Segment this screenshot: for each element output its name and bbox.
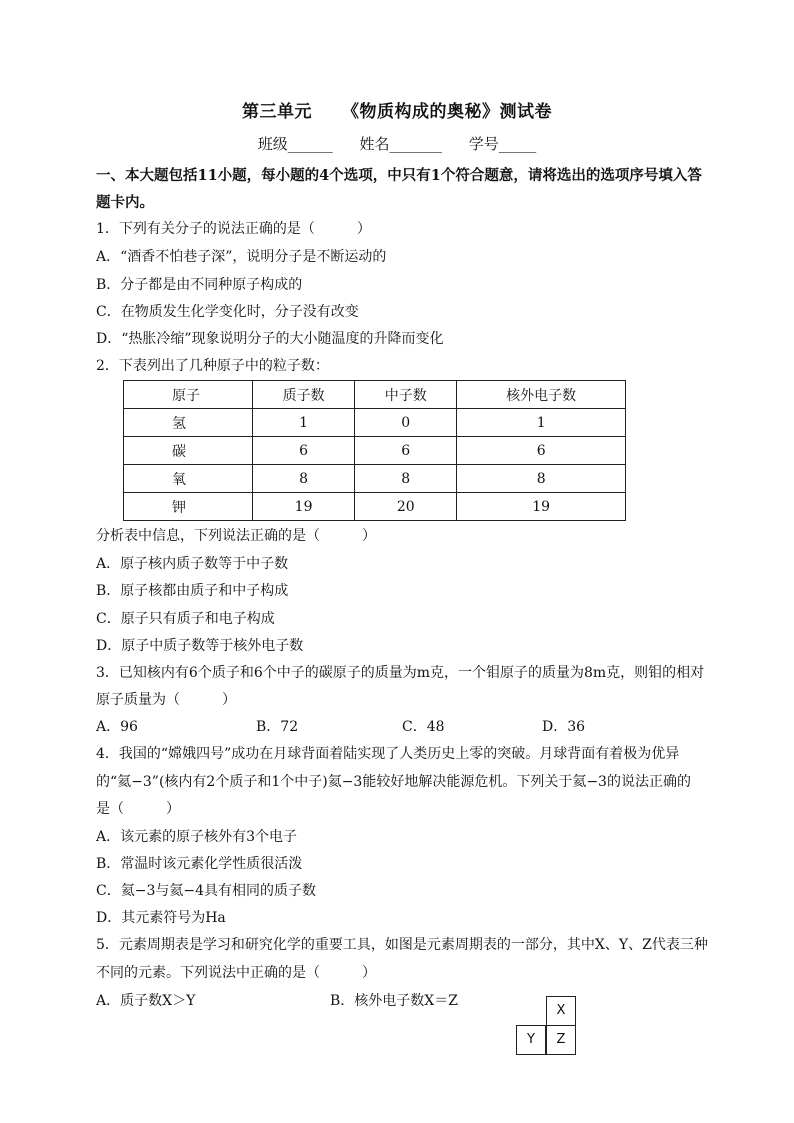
table-cell: 8 (253, 465, 355, 493)
q3-options (96, 716, 696, 736)
q3-line-2: 原子质量为（ ） (96, 692, 236, 708)
q4-option-d: D．其元素符号为Ha (96, 910, 226, 926)
table-header: 核外电子数 (457, 381, 626, 409)
table-header: 质子数 (253, 381, 355, 409)
q2-option-a: A．原子核内质子数等于中子数 (96, 556, 289, 572)
periodic-table-fragment (516, 996, 578, 1056)
q1-option-d: D．“热胀冷缩”现象说明分子的大小随温度的升降而变化 (96, 331, 444, 347)
q2-stem: 2．下表列出了几种原子中的粒子数： (96, 358, 329, 374)
table-cell: 钾 (124, 493, 253, 521)
q1-option-a: A．“酒香不怕巷子深”，说明分子是不断运动的 (96, 249, 387, 265)
q3-line-1: 3．已知核内有6个质子和6个中子的碳原子的质量为m克，一个钼原子的质量为8m克，则钼的相对 (96, 665, 705, 681)
table-header-row (124, 381, 626, 409)
q4-option-b: B．常温时该元素化学性质很活泼 (96, 856, 303, 872)
class-field: 班级______ (257, 135, 333, 153)
table-row (124, 409, 626, 437)
atom-table (123, 380, 626, 521)
table-header: 中子数 (355, 381, 457, 409)
title-unit: 第三单元 (242, 102, 312, 122)
page-title (0, 97, 794, 122)
element-cell-y: Y (516, 1025, 546, 1055)
section-instructions: 一、本大题包括11小题，每小题的4个选项，中只有1个符合题意，请将选出的选项序号填入答题卡内。 (96, 167, 702, 211)
student-info (0, 133, 794, 154)
table-cell: 6 (253, 437, 355, 465)
table-cell: 1 (457, 409, 626, 437)
q2-option-b: B．原子核都由质子和中子构成 (96, 583, 289, 599)
q2-after: 分析表中信息，下列说法正确的是（ ） (96, 528, 376, 544)
q4-line-2: 的“氦−3”(核内有2个质子和1个中子)氦−3能较好地解决能源危机。下列关于氦−3的说法正确的 (96, 774, 691, 790)
table-cell: 氢 (124, 409, 253, 437)
q5-option-a: A．质子数X＞Y (96, 993, 196, 1009)
table-cell: 19 (457, 493, 626, 521)
name-field: 姓名_______ (359, 135, 442, 153)
q1-option-c: C．在物质发生化学变化时，分子没有改变 (96, 304, 359, 320)
q1-option-b: B．分子都是由不同种原子构成的 (96, 277, 303, 293)
table-row (124, 493, 626, 521)
q1-stem: 1．下列有关分子的说法正确的是（ ） (96, 221, 371, 237)
element-cell-z: Z (546, 1025, 576, 1055)
table-cell: 8 (457, 465, 626, 493)
q3-option-a: A．96 (96, 719, 138, 735)
q4-option-c: C．氦−3与氦−4具有相同的质子数 (96, 883, 316, 899)
q5-option-b: B．核外电子数X＝Z (330, 993, 458, 1009)
table-cell: 0 (355, 409, 457, 437)
title-name: 《物质构成的奥秘》测试卷 (342, 102, 552, 122)
table-cell: 碳 (124, 437, 253, 465)
table-cell: 20 (355, 493, 457, 521)
q2-option-d: D．原子中质子数等于核外电子数 (96, 638, 304, 654)
table-cell: 8 (355, 465, 457, 493)
q3-option-d: D．36 (542, 719, 586, 735)
q4-line-1: 4．我国的“嫦娥四号”成功在月球背面着陆实现了人类历史上零的突破。月球背面有着极为优异 (96, 746, 680, 762)
q2-option-c: C．原子只有质子和电子构成 (96, 611, 275, 627)
q3-option-c: C．48 (402, 719, 445, 735)
q4-option-a: A．该元素的原子核外有3个电子 (96, 829, 298, 845)
table-cell: 氧 (124, 465, 253, 493)
table-cell: 1 (253, 409, 355, 437)
q4-line-3: 是（ ） (96, 801, 180, 817)
table-cell: 6 (355, 437, 457, 465)
q5-line-2: 不同的元素。下列说法中正确的是（ ） (96, 965, 376, 981)
element-cell-x: X (546, 996, 576, 1026)
table-row (124, 465, 626, 493)
table-row (124, 437, 626, 465)
q3-option-b: B．72 (256, 719, 299, 735)
table-cell: 6 (457, 437, 626, 465)
number-field: 学号_____ (468, 135, 537, 153)
q5-line-1: 5．元素周期表是学习和研究化学的重要工具，如图是元素周期表的一部分，其中X、Y、Z代表三种 (96, 937, 708, 953)
table-cell: 19 (253, 493, 355, 521)
table-header: 原子 (124, 381, 253, 409)
